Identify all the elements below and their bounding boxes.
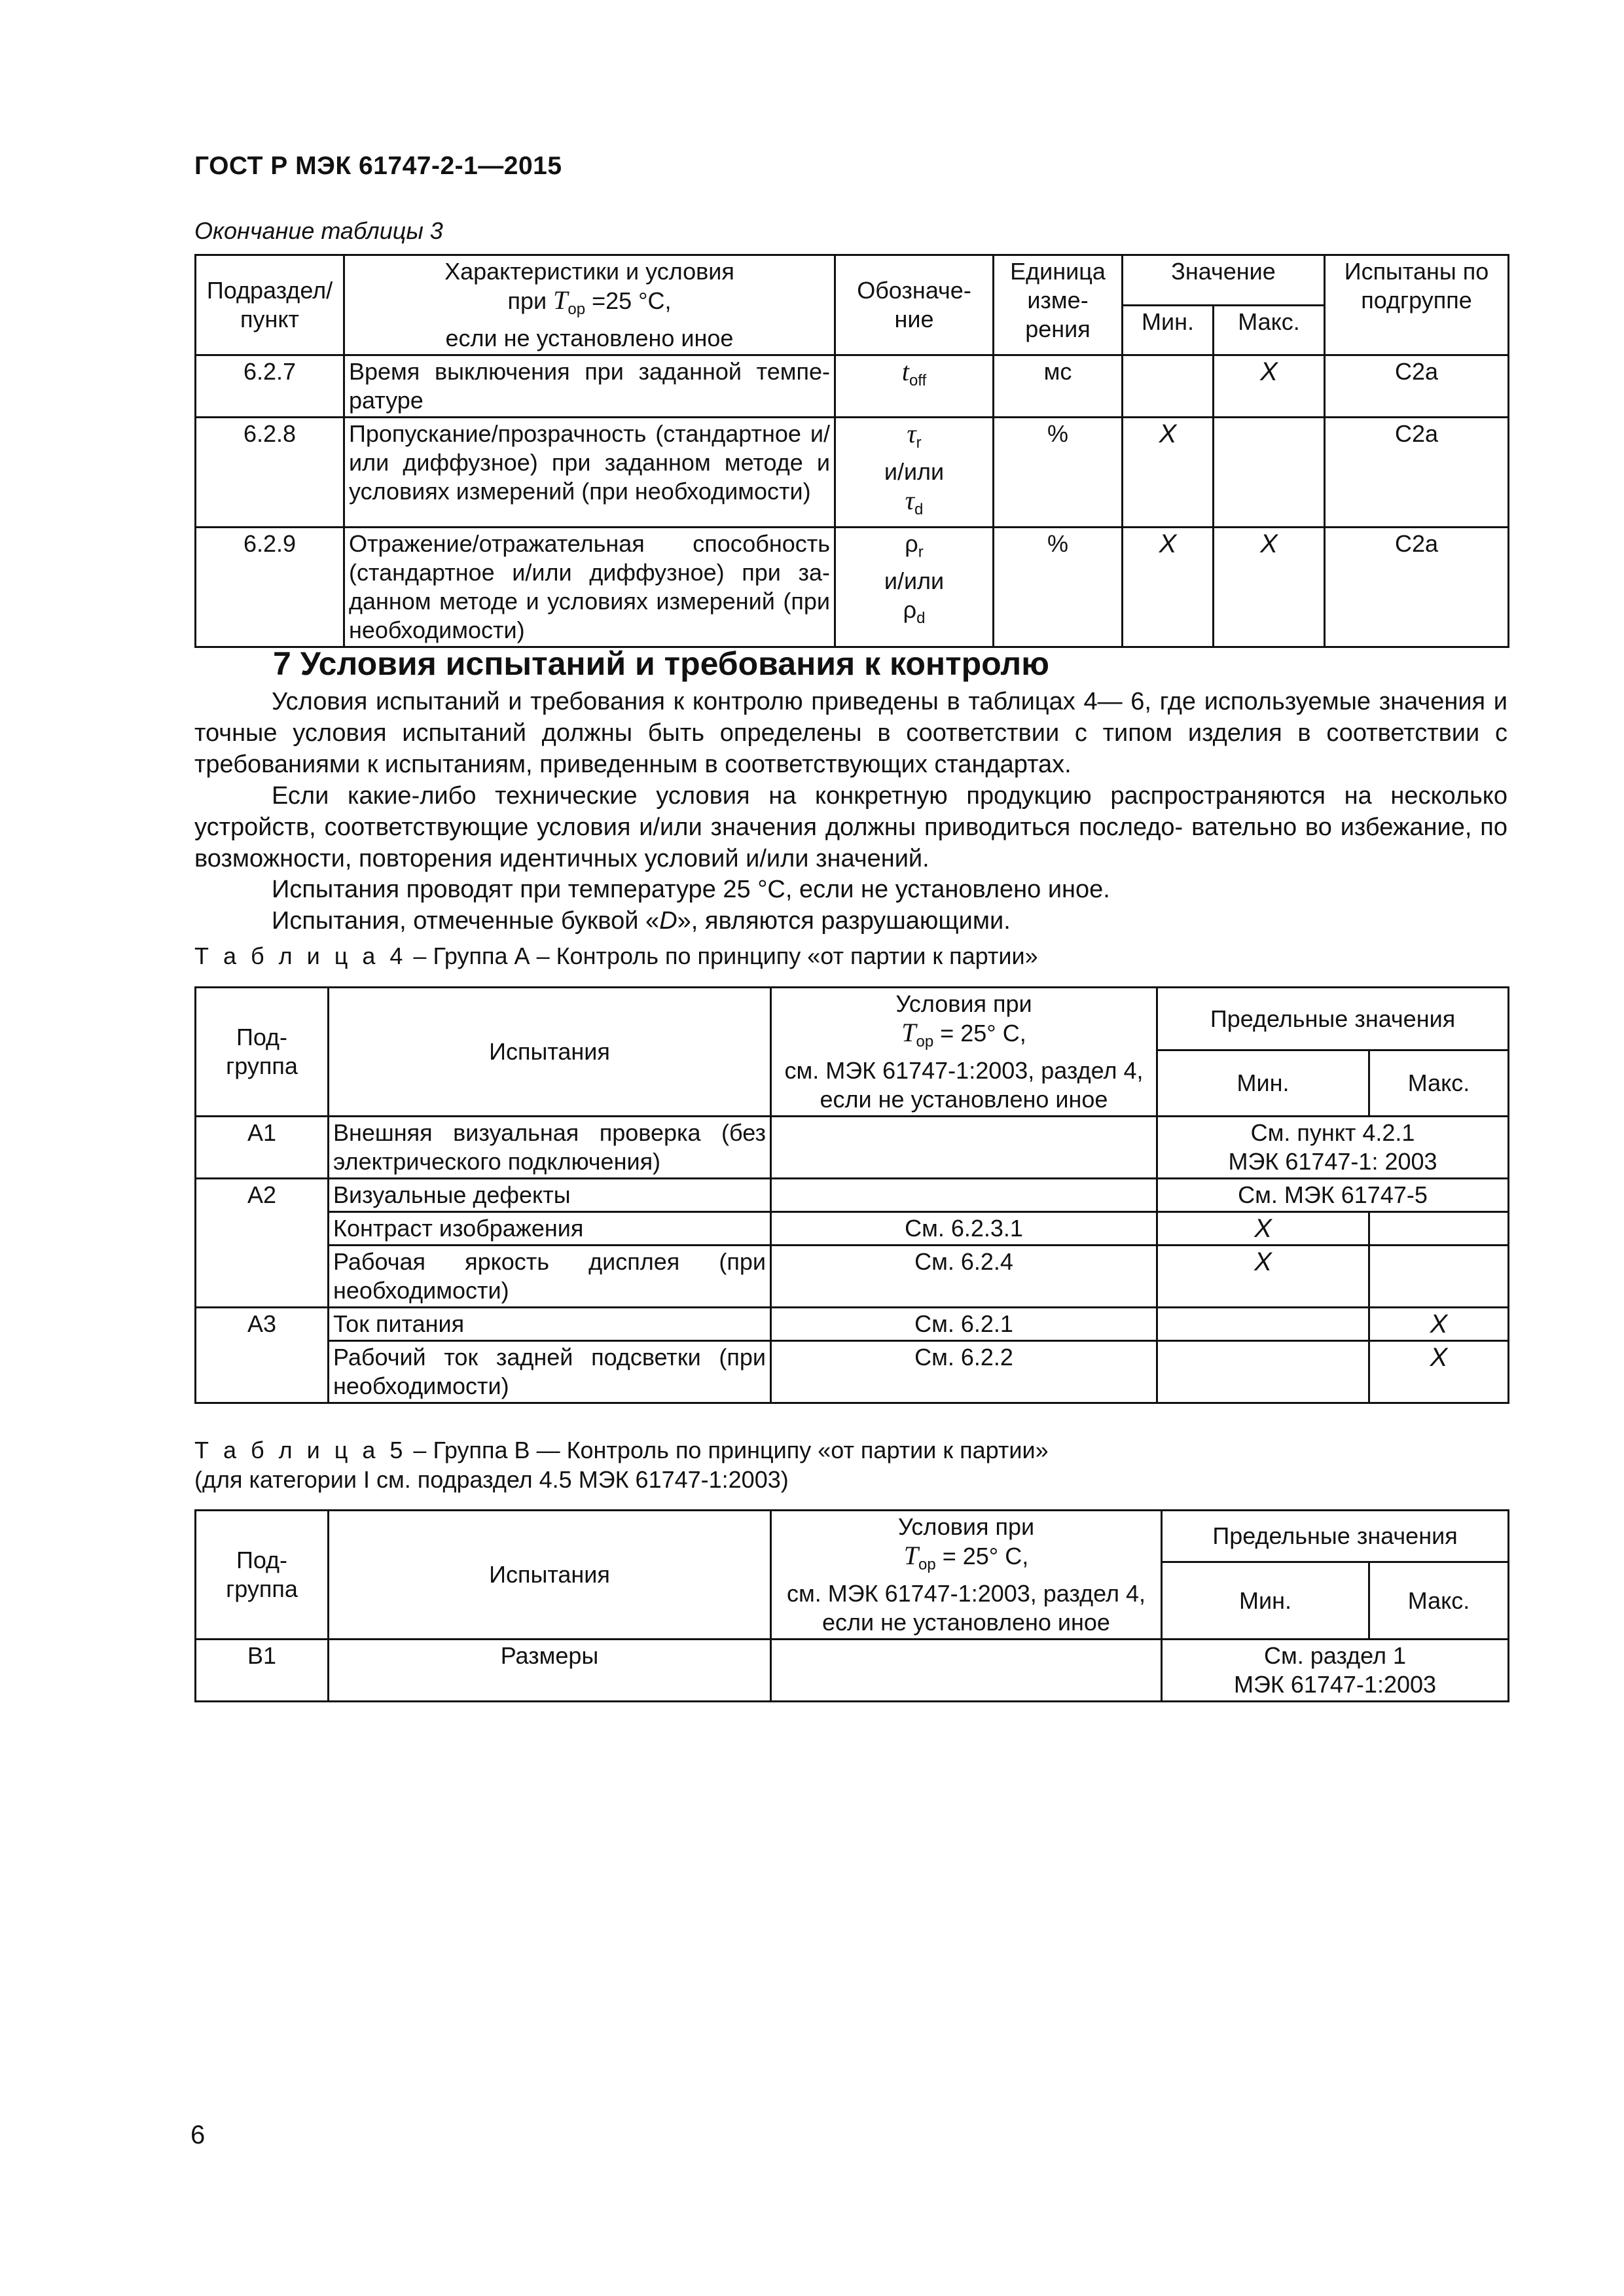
t3-max: X [1214, 527, 1325, 647]
t4-min: X [1157, 1246, 1369, 1308]
table4-caption: Т а б л и ц а 4 – Группа А – Контроль по принципу «от партии к партии» [194, 942, 1038, 969]
t5-header-max: Макс. [1369, 1562, 1509, 1639]
t3-header-tested: Испытаны по подгруппе [1325, 255, 1509, 355]
t4-header-limits: Предельные значения [1157, 988, 1509, 1050]
section-title: 7 Условия испытаний и требования к контролю [273, 645, 1049, 682]
t4-header-conditions: Условия при $T_{op} = 25^\circ$ С, см. МЭК 61747-1:2003, раздел 4, если не установлено иное [771, 988, 1157, 1117]
t4-max: X [1369, 1308, 1509, 1341]
table-row [196, 1212, 1509, 1246]
page-number: 6 [190, 2121, 206, 2149]
t3-min [1123, 355, 1214, 418]
document-header: ГОСТ Р МЭК 61747-2-1—2015 [194, 152, 562, 180]
t4-condition: См. 6.2.1 [771, 1308, 1157, 1341]
t4-test: Рабочая яркость дисплея (при необходимости) [329, 1246, 771, 1308]
t3-subsection: 6.2.8 [196, 418, 344, 527]
t3-designation: $t_{off}$ [835, 355, 994, 418]
t3-header-subsection: Подраздел/ пункт [196, 255, 344, 355]
table3-header-row [196, 255, 1509, 306]
t5-condition [771, 1640, 1162, 1702]
t3-header-value: Значение [1123, 255, 1325, 306]
t5-header-limits: Предельные значения [1162, 1511, 1509, 1562]
t4-max: X [1369, 1341, 1509, 1403]
table5 [194, 1509, 1509, 1702]
table-row [196, 527, 1509, 647]
t4-condition [771, 1179, 1157, 1212]
t3-max [1214, 418, 1325, 527]
t4-test: Ток питания [329, 1308, 771, 1341]
table4-header-row [196, 988, 1509, 1050]
t4-header-subgroup: Под- группа [196, 988, 329, 1117]
t4-subgroup: А2 [196, 1179, 329, 1308]
t3-min: X [1123, 418, 1214, 527]
t3-min: X [1123, 527, 1214, 647]
t4-subgroup: А3 [196, 1308, 329, 1403]
t3-unit: % [994, 418, 1123, 527]
t5-subgroup: В1 [196, 1640, 329, 1702]
paragraph: Испытания проводят при температуре 25 °С, если не установлено иное. [272, 876, 1110, 903]
table4 [194, 986, 1509, 1404]
t5-header-min: Мин. [1162, 1562, 1369, 1639]
t3-unit: мс [994, 355, 1123, 418]
t3-group: C2a [1325, 527, 1509, 647]
t4-max [1369, 1246, 1509, 1308]
table-row [196, 1308, 1509, 1341]
paragraph: Испытания, отмеченные буквой «D», являются разрушающими. [272, 907, 1011, 935]
table5-header-row [196, 1511, 1509, 1562]
t3-header-max: Макс. [1214, 305, 1325, 355]
t5-test: Размеры [329, 1640, 771, 1702]
t3-header-min: Мин. [1123, 305, 1214, 355]
t3-unit: % [994, 527, 1123, 647]
t4-test: Визуальные дефекты [329, 1179, 771, 1212]
t4-header-min: Мин. [1157, 1050, 1369, 1117]
t4-condition: См. 6.2.2 [771, 1341, 1157, 1403]
t3-group: C2a [1325, 355, 1509, 418]
t5-header-conditions: Условия при $T_{op} = 25^\circ$ С, см. МЭК 61747-1:2003, раздел 4, если не установлено иное [771, 1511, 1162, 1640]
t4-condition [771, 1117, 1157, 1179]
t4-condition: См. 6.2.4 [771, 1246, 1157, 1308]
t4-min [1157, 1341, 1369, 1403]
paragraph: Если какие-либо технические условия на конкретную продукцию распространяются на несколько устройств, соответствующие условия и/или значения должны приводиться последо- вательно во избежание, по возможности, повторения идентичных условий и/или значений. [194, 782, 1507, 872]
t4-limits: См. пункт 4.2.1 МЭК 61747-1: 2003 [1157, 1117, 1509, 1179]
t3-characteristic: Время выключения при заданной темпе- ратуре [344, 355, 835, 418]
t3-header-characteristics: Характеристики и условия при $T_{op} =25$ °С, если не установлено иное [344, 255, 835, 355]
paragraph: Условия испытаний и требования к контролю приведены в таблицах 4— 6, где используемые значения и точные условия испытаний должны быть определены в соответствии с типом изделия в соответствии с требованиями к испытаниям, приведенным в соответствующих стандартах. [194, 688, 1507, 778]
t5-header-subgroup: Под- группа [196, 1511, 329, 1640]
t3-max: X [1214, 355, 1325, 418]
t5-header-tests: Испытания [329, 1511, 771, 1640]
table-row [196, 1341, 1509, 1403]
t3-characteristic: Пропускание/прозрачность (стандартное и/или диффузное) при заданном методе и условиях измерений (при необходимости) [344, 418, 835, 527]
t4-limits: См. МЭК 61747-5 [1157, 1179, 1509, 1212]
table3 [194, 254, 1509, 648]
table5-caption-note: (для категории I см. подраздел 4.5 МЭК 61747-1:2003) [194, 1466, 789, 1493]
table3-caption: Окончание таблицы 3 [194, 217, 443, 244]
t4-test: Рабочий ток задней подсветки (при необходимости) [329, 1341, 771, 1403]
t4-test: Контраст изображения [329, 1212, 771, 1246]
t3-subsection: 6.2.7 [196, 355, 344, 418]
t4-header-tests: Испытания [329, 988, 771, 1117]
t4-header-max: Макс. [1369, 1050, 1509, 1117]
t4-subgroup: А1 [196, 1117, 329, 1179]
t3-designation: $\tau_r$ и/или $\tau_d$ [835, 418, 994, 527]
t3-header-unit: Единица изме- рения [994, 255, 1123, 355]
t4-condition: См. 6.2.3.1 [771, 1212, 1157, 1246]
table-row [196, 418, 1509, 527]
t5-limits: См. раздел 1 МЭК 61747-1:2003 [1162, 1640, 1509, 1702]
table-row [196, 1117, 1509, 1179]
t4-min: X [1157, 1212, 1369, 1246]
t3-group: C2a [1325, 418, 1509, 527]
table-row [196, 1179, 1509, 1212]
t3-characteristic: Отражение/отражательная способность (стандартное и/или диффузное) при за- данном методе и условиях измерений (при необходимости) [344, 527, 835, 647]
t3-header-designation: Обозначе- ние [835, 255, 994, 355]
t4-min [1157, 1308, 1369, 1341]
t4-max [1369, 1212, 1509, 1246]
t4-test: Внешняя визуальная проверка (без электрического подключения) [329, 1117, 771, 1179]
t3-subsection: 6.2.9 [196, 527, 344, 647]
table-row [196, 355, 1509, 418]
table-row [196, 1246, 1509, 1308]
table5-caption: Т а б л и ц а 5 – Группа В — Контроль по принципу «от партии к партии» [194, 1437, 1049, 1463]
table-row [196, 1640, 1509, 1702]
t3-designation: $\rho_r$ и/или $\rho_d$ [835, 527, 994, 647]
